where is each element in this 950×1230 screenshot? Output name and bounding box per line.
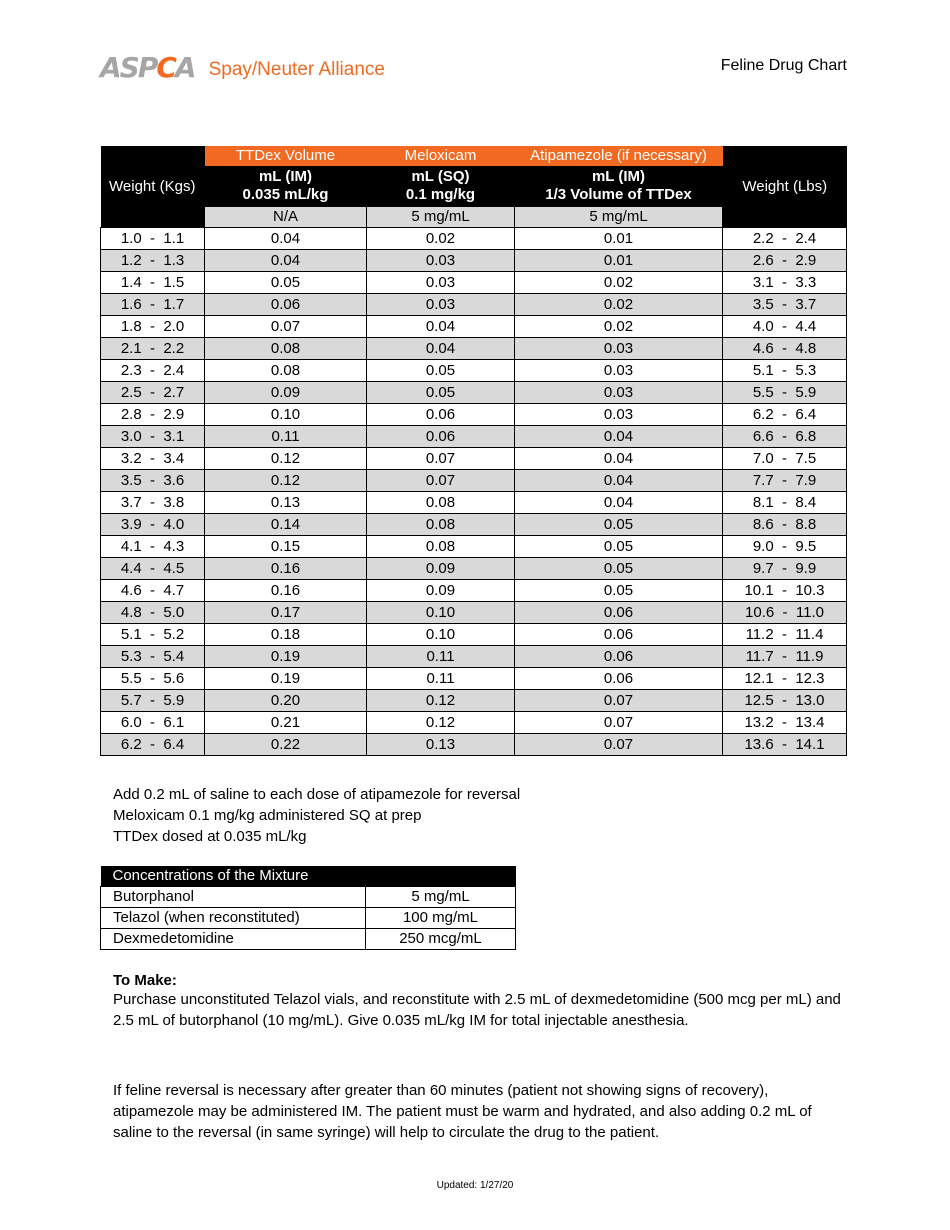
ttdex-cell: 0.20 [205,690,367,712]
ttdex-cell: 0.22 [205,734,367,756]
meloxicam-cell: 0.10 [367,624,515,646]
ttdex-cell: 0.11 [205,426,367,448]
ttdex-cell: 0.21 [205,712,367,734]
atipamezole-concentration: 5 mg/mL [515,207,723,228]
ttdex-cell: 0.19 [205,668,367,690]
weight-kg-cell: 3.7 - 3.8 [101,492,205,514]
atipamezole-cell: 0.06 [515,602,723,624]
weight-kg-cell: 4.6 - 4.7 [101,580,205,602]
weight-kg-cell: 1.8 - 2.0 [101,316,205,338]
meloxicam-cell: 0.04 [367,316,515,338]
atipamezole-cell: 0.04 [515,426,723,448]
weight-lbs-cell: 7.0 - 7.5 [723,448,847,470]
weight-lbs-cell: 9.7 - 9.9 [723,558,847,580]
weight-lbs-cell: 12.5 - 13.0 [723,690,847,712]
meloxicam-cell: 0.08 [367,514,515,536]
table-row [101,712,847,734]
atipamezole-cell: 0.04 [515,470,723,492]
ttdex-cell: 0.16 [205,580,367,602]
atipamezole-cell: 0.06 [515,624,723,646]
concentrations-table [100,866,516,950]
weight-kg-cell: 3.0 - 3.1 [101,426,205,448]
weight-lbs-cell: 6.6 - 6.8 [723,426,847,448]
weight-kg-cell: 1.4 - 1.5 [101,272,205,294]
meloxicam-cell: 0.03 [367,294,515,316]
ttdex-cell: 0.14 [205,514,367,536]
weight-kg-cell: 3.5 - 3.6 [101,470,205,492]
weight-kg-cell: 1.0 - 1.1 [101,228,205,250]
weight-kg-cell: 1.6 - 1.7 [101,294,205,316]
meloxicam-cell: 0.09 [367,580,515,602]
ttdex-cell: 0.12 [205,470,367,492]
weight-lbs-cell: 13.6 - 14.1 [723,734,847,756]
atipamezole-cell: 0.03 [515,360,723,382]
weight-lbs-cell: 3.1 - 3.3 [723,272,847,294]
weight-kg-cell: 4.8 - 5.0 [101,602,205,624]
weight-lbs-cell: 10.1 - 10.3 [723,580,847,602]
ttdex-cell: 0.08 [205,338,367,360]
meloxicam-cell: 0.12 [367,690,515,712]
atipamezole-cell: 0.05 [515,536,723,558]
meloxicam-unit-dose: mL (SQ) 0.1 mg/kg [367,166,515,207]
weight-lbs-cell: 11.7 - 11.9 [723,646,847,668]
weight-lbs-cell: 5.5 - 5.9 [723,382,847,404]
weight-kg-cell: 2.3 - 2.4 [101,360,205,382]
atipamezole-cell: 0.05 [515,514,723,536]
table-row [101,382,847,404]
table-row [101,338,847,360]
drug-name: Telazol (when reconstituted) [101,908,366,929]
ttdex-cell: 0.12 [205,448,367,470]
table-row [101,690,847,712]
meloxicam-cell: 0.08 [367,536,515,558]
table-row [101,316,847,338]
weight-lbs-cell: 2.2 - 2.4 [723,228,847,250]
table-row [101,558,847,580]
table-row [101,734,847,756]
meloxicam-cell: 0.13 [367,734,515,756]
document-title: Feline Drug Chart [720,57,847,74]
weight-lbs-cell: 4.0 - 4.4 [723,316,847,338]
table-row [101,294,847,316]
weight-lbs-cell: 8.1 - 8.4 [723,492,847,514]
ttdex-cell: 0.13 [205,492,367,514]
table-row [101,404,847,426]
table-row [101,536,847,558]
weight-kg-cell: 5.5 - 5.6 [101,668,205,690]
atipamezole-cell: 0.03 [515,338,723,360]
note-line: Add 0.2 mL of saline to each dose of atipamezole for reversal [113,786,521,803]
table-row [101,624,847,646]
ttdex-cell: 0.06 [205,294,367,316]
ttdex-cell: 0.17 [205,602,367,624]
atipamezole-cell: 0.02 [515,294,723,316]
weight-lbs-cell: 6.2 - 6.4 [723,404,847,426]
meloxicam-cell: 0.04 [367,338,515,360]
drug-concentration: 100 mg/mL [366,908,516,929]
meloxicam-concentration: 5 mg/mL [367,207,515,228]
atipamezole-cell: 0.03 [515,382,723,404]
ttdex-concentration: N/A [205,207,367,228]
table-row [101,448,847,470]
atipamezole-cell: 0.01 [515,250,723,272]
table-row [101,426,847,448]
weight-kg-cell: 2.1 - 2.2 [101,338,205,360]
atipamezole-cell: 0.07 [515,690,723,712]
atipamezole-cell: 0.03 [515,404,723,426]
atipamezole-cell: 0.07 [515,712,723,734]
atipamezole-cell: 0.02 [515,316,723,338]
atipamezole-cell: 0.02 [515,272,723,294]
meloxicam-cell: 0.05 [367,382,515,404]
aspca-logo-mark: ASPCA [100,50,195,84]
weight-lbs-cell: 12.1 - 12.3 [723,668,847,690]
meloxicam-cell: 0.03 [367,250,515,272]
ttdex-unit-dose: mL (IM) 0.035 mL/kg [205,166,367,207]
atipamezole-cell: 0.05 [515,558,723,580]
weight-lbs-cell: 7.7 - 7.9 [723,470,847,492]
meloxicam-cell: 0.05 [367,360,515,382]
table-row [101,887,516,908]
meloxicam-cell: 0.03 [367,272,515,294]
meloxicam-cell: 0.08 [367,492,515,514]
to-make-instructions: Purchase unconstituted Telazol vials, and reconstitute with 2.5 mL of dexmedetomidine (500 mcg per mL) and 2.5 mL of butorphanol (10 mg/mL). Give 0.035 mL/kg IM for total injectable anesthesia. [113,991,841,1029]
meloxicam-cell: 0.10 [367,602,515,624]
atipamezole-unit-dose: mL (IM) 1/3 Volume of TTDex [515,166,723,207]
weight-kg-cell: 4.1 - 4.3 [101,536,205,558]
ttdex-cell: 0.18 [205,624,367,646]
table-row [101,668,847,690]
drug-concentration: 250 mcg/mL [366,929,516,950]
meloxicam-cell: 0.11 [367,646,515,668]
reversal-instructions: If feline reversal is necessary after greater than 60 minutes (patient not showing signs of recovery), atipamezole may be administered IM. The patient must be warm and hydrated, and also adding 0.2 mL of saline to the reversal (in same syringe) will help to circulate the drug to the patient. [113,1082,812,1141]
weight-lbs-cell: 2.6 - 2.9 [723,250,847,272]
atipamezole-cell: 0.06 [515,646,723,668]
weight-kg-cell: 3.9 - 4.0 [101,514,205,536]
table-row [101,908,516,929]
concentrations-title: Concentrations of the Mixture [101,866,516,887]
weight-lbs-header: Weight (Lbs) [723,146,847,228]
weight-kg-cell: 3.2 - 3.4 [101,448,205,470]
ttdex-cell: 0.10 [205,404,367,426]
note-line: Meloxicam 0.1 mg/kg administered SQ at prep [113,807,422,824]
weight-lbs-cell: 10.6 - 11.0 [723,602,847,624]
meloxicam-cell: 0.07 [367,470,515,492]
weight-lbs-cell: 8.6 - 8.8 [723,514,847,536]
weight-kg-cell: 6.0 - 6.1 [101,712,205,734]
weight-kg-cell: 5.1 - 5.2 [101,624,205,646]
drug-name: Dexmedetomidine [101,929,366,950]
drug-concentration: 5 mg/mL [366,887,516,908]
meloxicam-cell: 0.11 [367,668,515,690]
weight-lbs-cell: 9.0 - 9.5 [723,536,847,558]
ttdex-cell: 0.08 [205,360,367,382]
atipamezole-cell: 0.04 [515,492,723,514]
meloxicam-cell: 0.06 [367,404,515,426]
logo [100,52,385,82]
atipamezole-cell: 0.07 [515,734,723,756]
note-line: TTDex dosed at 0.035 mL/kg [113,828,307,845]
weight-kg-cell: 5.7 - 5.9 [101,690,205,712]
table-row [101,929,516,950]
atipamezole-cell: 0.01 [515,228,723,250]
dosage-rows [101,228,847,756]
table-row [101,580,847,602]
weight-lbs-cell: 4.6 - 4.8 [723,338,847,360]
weight-lbs-cell: 11.2 - 11.4 [723,624,847,646]
to-make-heading: To Make: [113,972,177,989]
drug-name: Butorphanol [101,887,366,908]
col-header-atipamezole: Atipamezole (if necessary) [515,146,723,166]
updated-date: Updated: 1/27/20 [436,1180,514,1191]
meloxicam-cell: 0.07 [367,448,515,470]
ttdex-cell: 0.16 [205,558,367,580]
weight-lbs-cell: 13.2 - 13.4 [723,712,847,734]
meloxicam-cell: 0.06 [367,426,515,448]
ttdex-cell: 0.04 [205,228,367,250]
ttdex-cell: 0.15 [205,536,367,558]
weight-kg-cell: 5.3 - 5.4 [101,646,205,668]
atipamezole-cell: 0.04 [515,448,723,470]
weight-kg-cell: 2.5 - 2.7 [101,382,205,404]
table-row [101,602,847,624]
col-header-ttdex: TTDex Volume [205,146,367,166]
meloxicam-cell: 0.12 [367,712,515,734]
meloxicam-cell: 0.09 [367,558,515,580]
weight-kg-cell: 4.4 - 4.5 [101,558,205,580]
org-name: Spay/Neuter Alliance [208,59,385,80]
weight-kg-header: Weight (Kgs) [101,146,205,228]
atipamezole-cell: 0.06 [515,668,723,690]
table-row [101,228,847,250]
table-row [101,470,847,492]
ttdex-cell: 0.09 [205,382,367,404]
table-row [101,250,847,272]
ttdex-cell: 0.07 [205,316,367,338]
ttdex-cell: 0.05 [205,272,367,294]
dosage-table [100,146,847,756]
ttdex-cell: 0.19 [205,646,367,668]
meloxicam-cell: 0.02 [367,228,515,250]
ttdex-cell: 0.04 [205,250,367,272]
table-row [101,514,847,536]
table-row [101,492,847,514]
table-row [101,272,847,294]
weight-kg-cell: 1.2 - 1.3 [101,250,205,272]
atipamezole-cell: 0.05 [515,580,723,602]
table-row [101,360,847,382]
dosing-notes [113,784,520,847]
weight-kg-cell: 2.8 - 2.9 [101,404,205,426]
weight-lbs-cell: 3.5 - 3.7 [723,294,847,316]
col-header-meloxicam: Meloxicam [367,146,515,166]
weight-lbs-cell: 5.1 - 5.3 [723,360,847,382]
table-row [101,646,847,668]
weight-kg-cell: 6.2 - 6.4 [101,734,205,756]
